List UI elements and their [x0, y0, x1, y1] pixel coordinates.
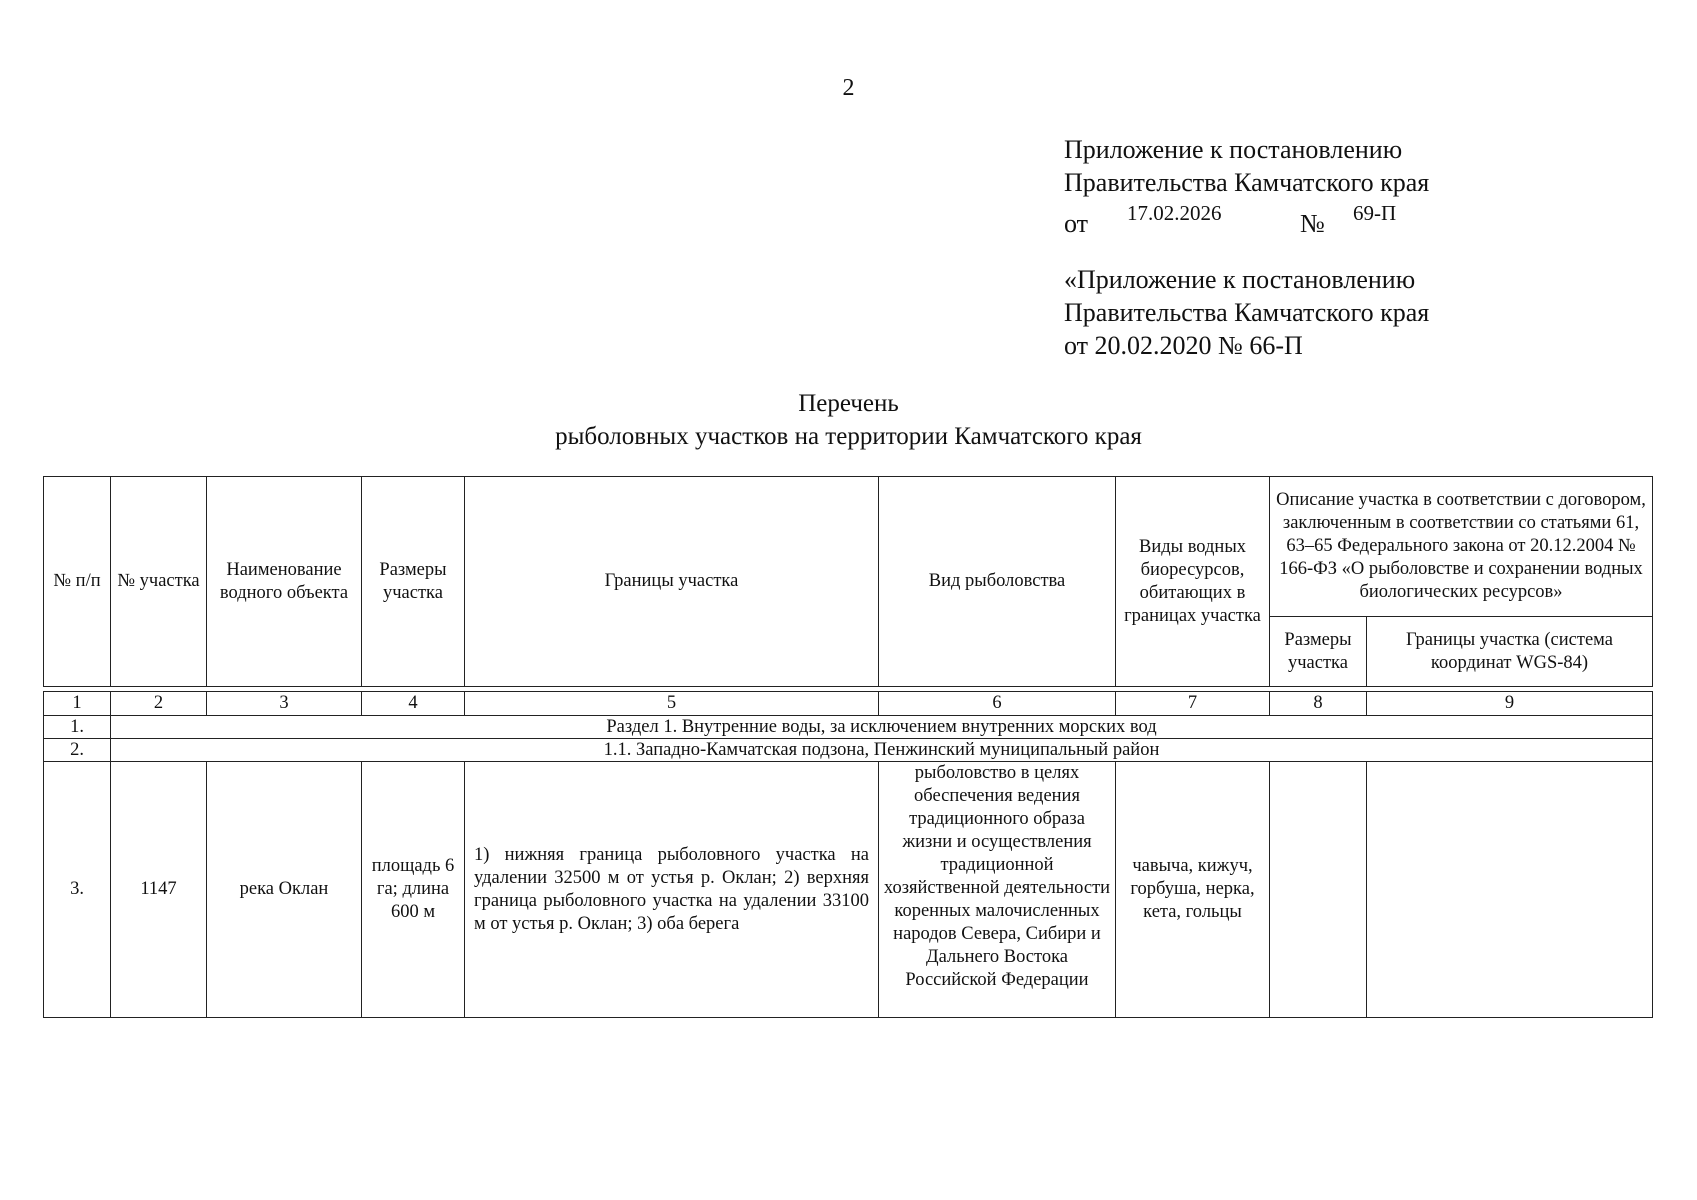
appendix-current-signature-line — [1064, 199, 1429, 238]
header-plot-number: № участка — [111, 477, 207, 687]
section-row — [44, 716, 1653, 739]
water-object: река Оклан — [207, 762, 362, 1018]
contract-boundaries — [1367, 762, 1653, 1018]
appendix-previous-line1: «Приложение к постановлению — [1064, 265, 1416, 294]
column-number: 2 — [111, 692, 207, 716]
resolution-date: 17.02.2026 — [1127, 201, 1222, 225]
appendix-current-line2: Правительства Камчатского края — [1064, 168, 1430, 197]
column-number: 4 — [362, 692, 465, 716]
column-number-row — [44, 692, 1653, 716]
header-boundaries: Границы участка — [465, 477, 879, 687]
column-number: 5 — [465, 692, 879, 716]
column-number: 7 — [1116, 692, 1270, 716]
section-row-number: 1. — [44, 716, 111, 739]
contract-size — [1270, 762, 1367, 1018]
header-contract-description: Описание участка в соответствии с договором, заключенным в соответствии со статьями 61, 63–65 Федерального закона от 20.12.2004 № 166-ФЗ «О рыболовстве и сохранении водных биологических ресурсов» — [1270, 477, 1653, 617]
title-line2: рыболовных участков на территории Камчатского края — [555, 423, 1142, 450]
subsection-title: 1.1. Западно-Камчатская подзона, Пенжинский муниципальный район — [111, 739, 1653, 762]
species-list: чавыча, кижуч, горбуша, нерка, кета, гольцы — [1116, 762, 1270, 1018]
header-contract-boundaries: Границы участка (система координат WGS-84) — [1367, 617, 1653, 687]
section-title: Раздел 1. Внутренние воды, за исключением внутренних морских вод — [111, 716, 1653, 739]
subsection-row-number: 2. — [44, 739, 111, 762]
plot-number: 1147 — [111, 762, 207, 1018]
document-title — [0, 387, 1697, 453]
page-number: 2 — [842, 75, 855, 101]
header-table — [43, 476, 1653, 687]
appendix-previous-line2: Правительства Камчатского края — [1064, 298, 1430, 327]
header-plot-size: Размеры участка — [362, 477, 465, 687]
row-number: 3. — [44, 762, 111, 1018]
fishing-type: рыболовство в целях обеспечения ведения традиционного образа жизни и осуществления традиционной хозяйственной деятельности коренных малочисленных народов Севера, Сибири и Дальнего Востока Российской Федерации — [879, 762, 1116, 1018]
header-species: Виды водных биоресурсов, обитающих в границах участка — [1116, 477, 1270, 687]
header-row-number: № п/п — [44, 477, 111, 687]
column-number: 6 — [879, 692, 1116, 716]
column-number: 3 — [207, 692, 362, 716]
subsection-row — [44, 739, 1653, 762]
date-prefix: от — [1064, 209, 1089, 238]
plot-boundaries: 1) нижняя граница рыболовного участка на удалении 32500 м от устья р. Оклан; 2) верхняя граница рыболовного участка на удалении 33100 м от устья р. Оклан; 3) оба берега — [465, 762, 879, 1018]
table-row — [44, 762, 1653, 1018]
title-line1: Перечень — [798, 390, 899, 417]
data-table — [43, 691, 1653, 1018]
header-water-object: Наименование водного объекта — [207, 477, 362, 687]
column-number: 8 — [1270, 692, 1367, 716]
number-sign: № — [1300, 209, 1325, 238]
resolution-number: 69-П — [1353, 201, 1397, 225]
appendix-previous — [1064, 263, 1429, 362]
plot-size: площадь 6 га; длина 600 м — [362, 762, 465, 1018]
header-contract-size: Размеры участка — [1270, 617, 1367, 687]
column-number: 1 — [44, 692, 111, 716]
header-fishing-type: Вид рыболовства — [879, 477, 1116, 687]
appendix-previous-line3: от 20.02.2020 № 66-П — [1064, 331, 1303, 360]
appendix-current-line1: Приложение к постановлению — [1064, 135, 1403, 164]
column-number: 9 — [1367, 692, 1653, 716]
appendix-current — [1064, 133, 1430, 238]
